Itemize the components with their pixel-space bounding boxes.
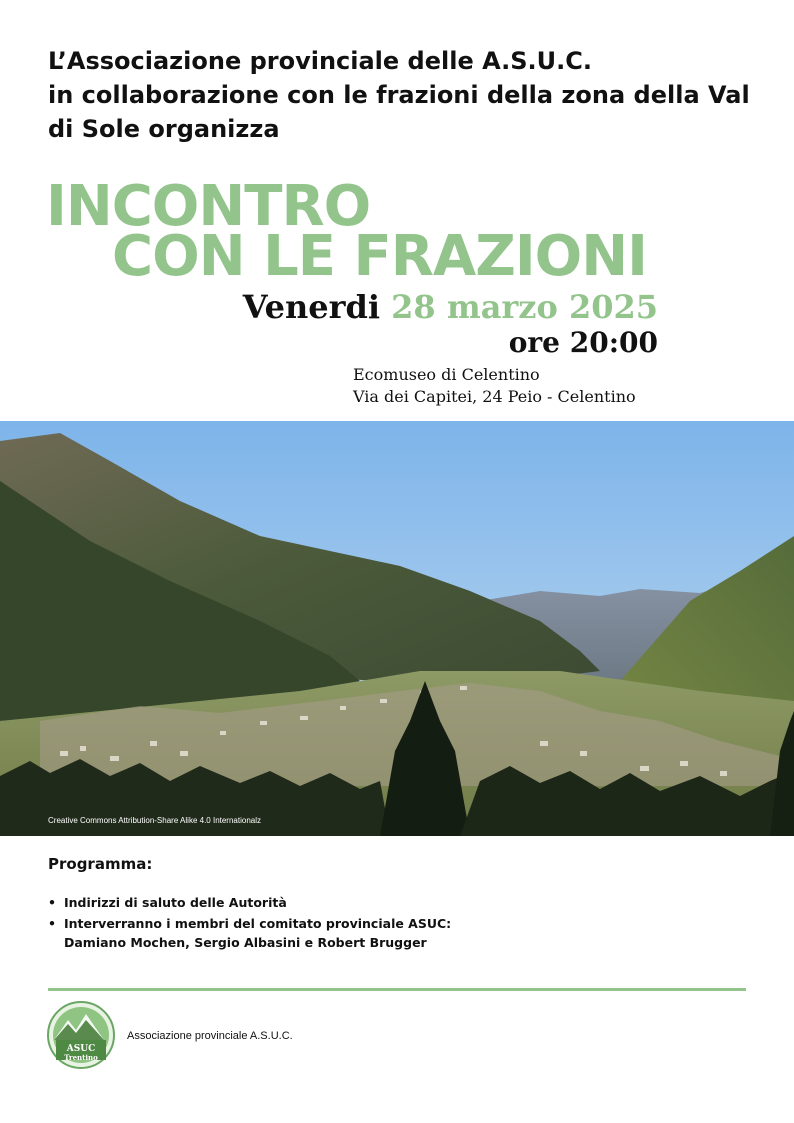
bullet-icon: • [48,895,56,910]
venue-name: Ecomuseo di Celentino [353,365,540,384]
program-item [48,893,748,912]
event-title-line-2: CON LE FRAZIONI [112,224,647,289]
intro-heading [48,44,748,146]
photo-credit: Creative Commons Attribution-Share Alike 4.0 Internationalz [48,816,261,825]
program-item-speakers: Damiano Mochen, Sergio Albasini e Robert Brugger [64,935,427,950]
event-time: ore 20:00 [508,326,658,359]
event-venue [353,364,636,408]
event-title [46,174,647,289]
program-item-text: Indirizzi di saluto delle Autorità [64,895,287,910]
event-day: Venerdi [242,288,381,326]
intro-line-2: in collaborazione con le frazioni della zona della Val [48,81,750,109]
logo-text-trentino: Trentino [64,1053,98,1062]
venue-address: Via dei Capitei, 24 Peio - Celentino [353,387,636,406]
program-title: Programma: [48,855,153,873]
valley-photo [0,421,794,836]
footer-org-name: Associazione provinciale A.S.U.C. [127,1030,293,1042]
program-item-text: Interverranno i membri del comitato provinciale ASUC: [64,916,452,931]
bullet-icon: • [48,916,56,931]
logo-text-asuc: ASUC [66,1044,96,1054]
program-item [48,914,748,952]
intro-line-3: di Sole organizza [48,115,280,143]
event-title-line-1: INCONTRO [46,174,371,239]
event-date-value: 28 marzo 2025 [391,288,658,326]
asuc-logo-icon [46,1000,116,1070]
event-date [243,288,658,326]
divider-line [48,988,746,991]
intro-line-1: L’Associazione provinciale delle A.S.U.C. [48,47,592,75]
program-list [48,893,748,954]
